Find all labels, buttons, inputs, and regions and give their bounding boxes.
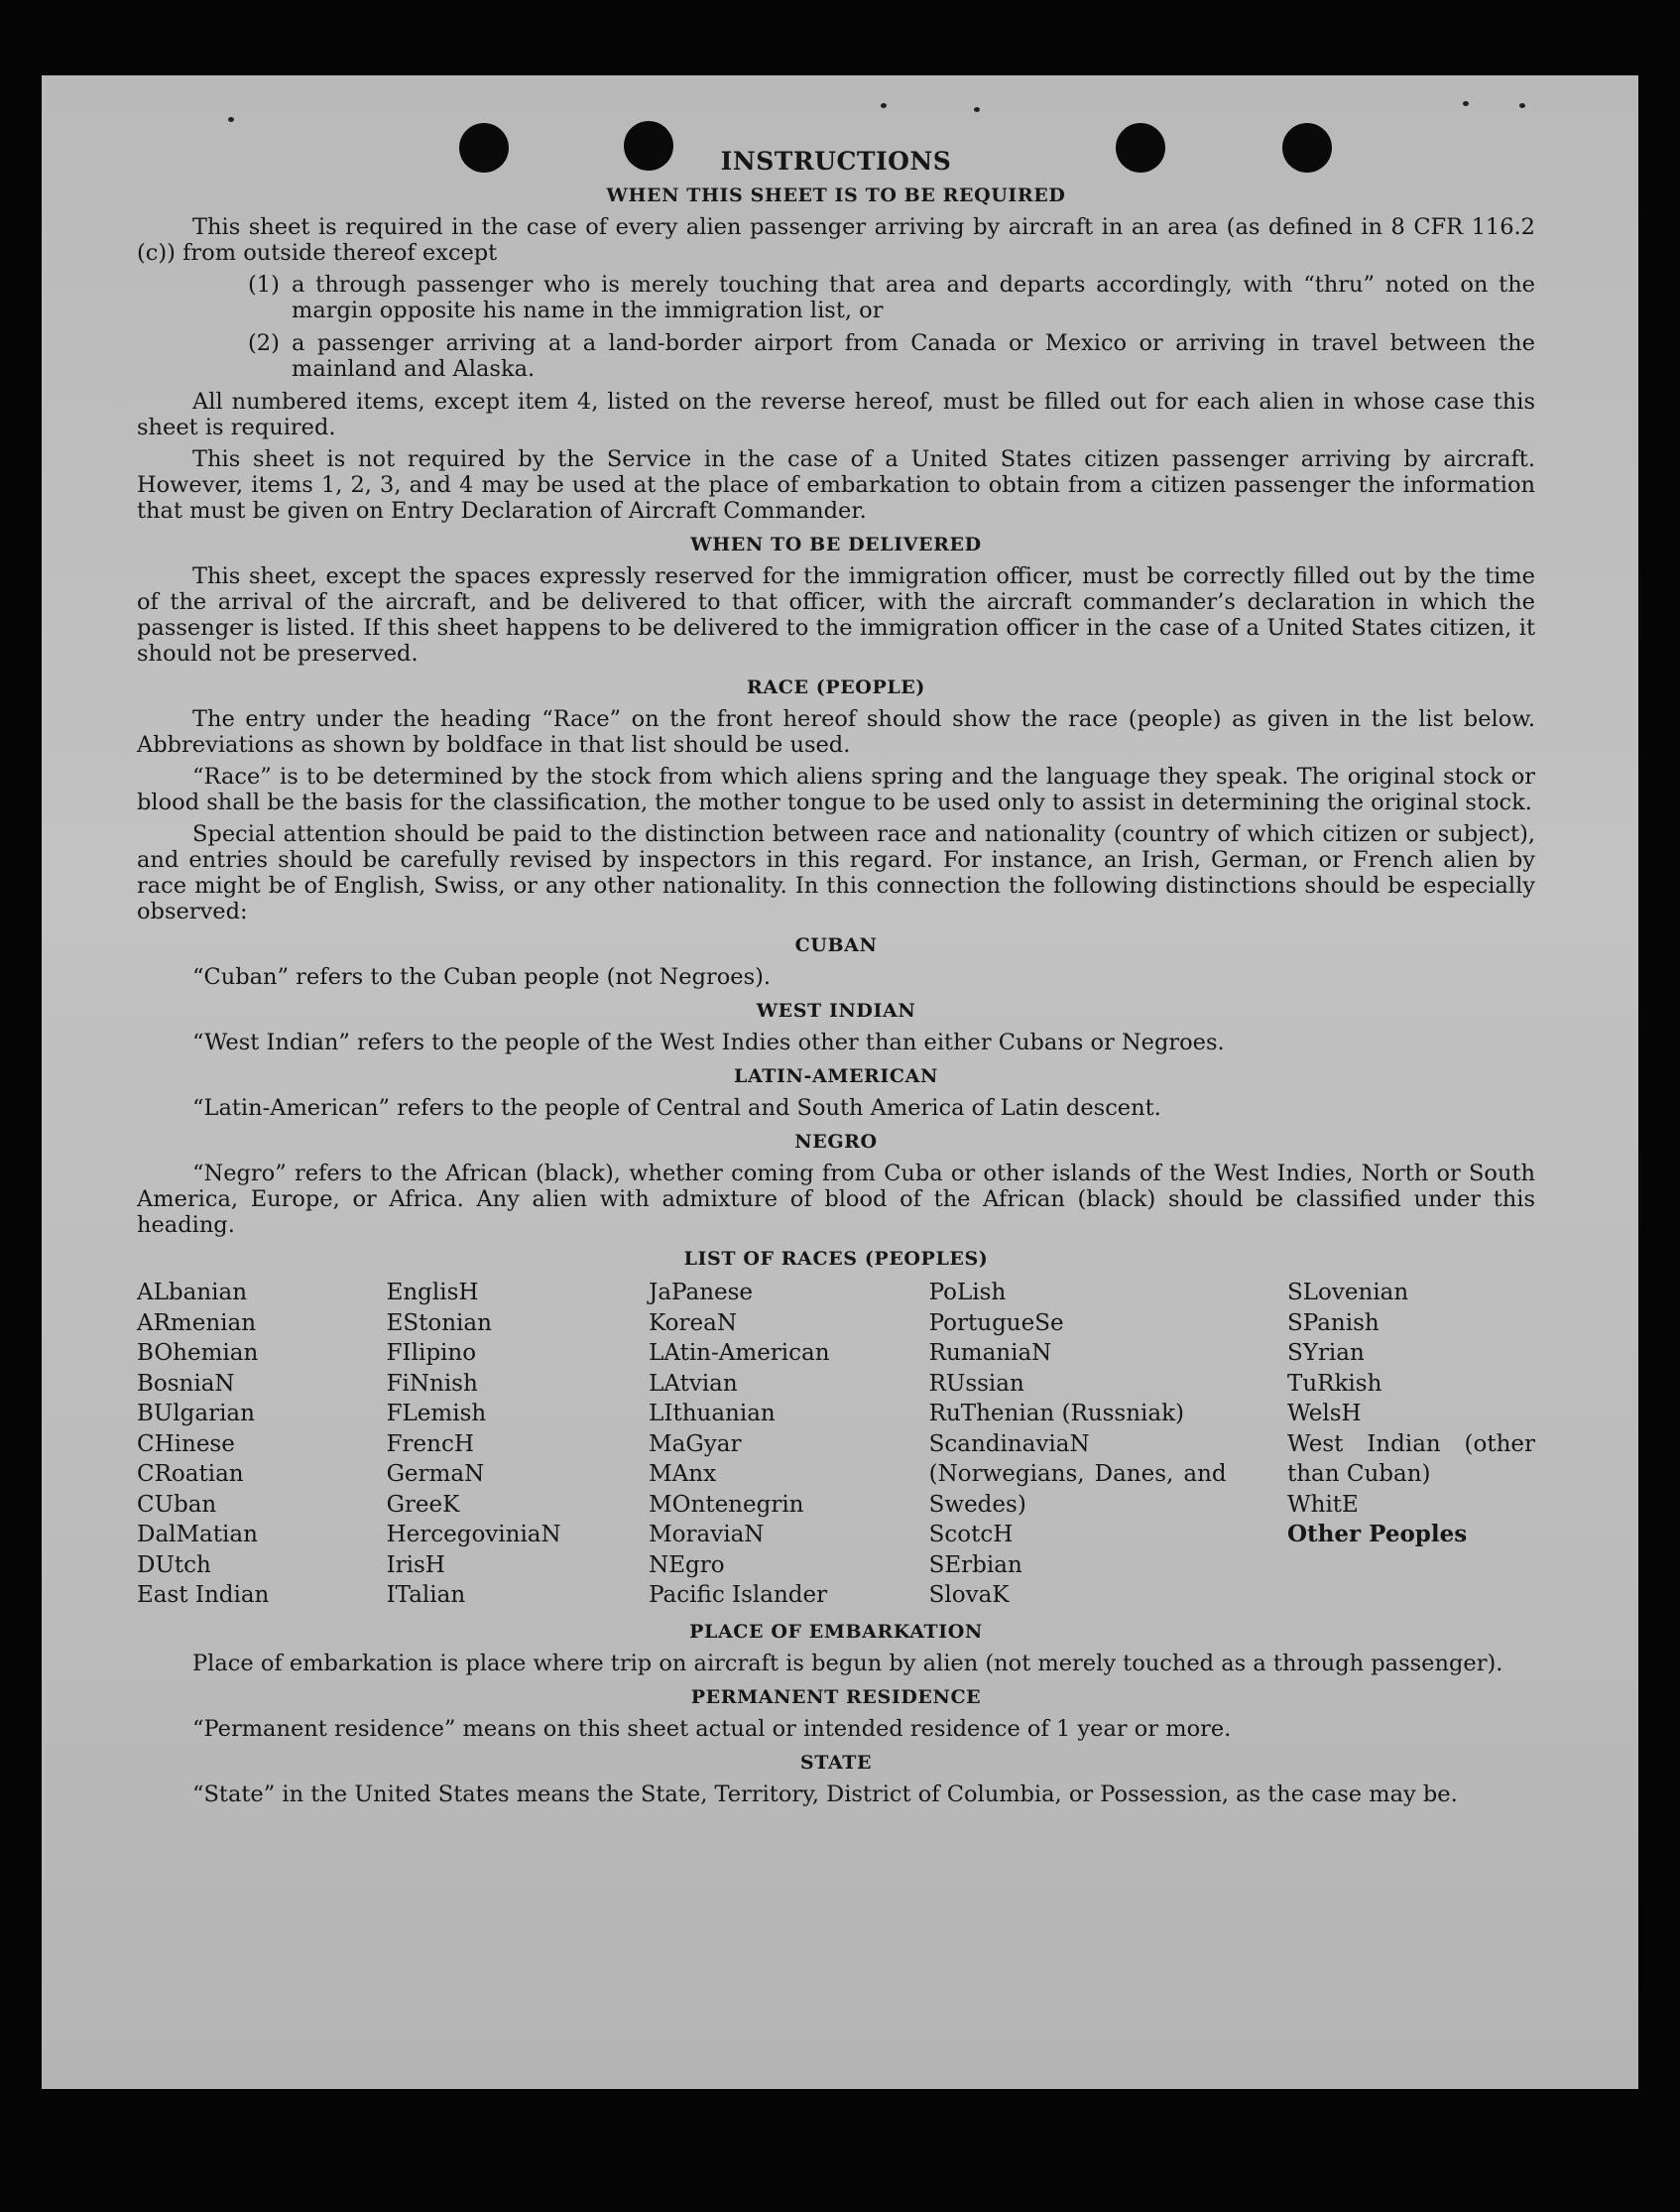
section-heading: WHEN TO BE DELIVERED: [690, 534, 982, 555]
section-heading: WHEN THIS SHEET IS TO BE REQUIRED: [606, 184, 1066, 206]
speck: [1463, 101, 1469, 106]
speck: [1519, 103, 1525, 108]
race-entry: LIthuanian: [649, 1401, 776, 1426]
race-entry: RumaniaN: [928, 1340, 1052, 1366]
race-entry: TuRkish: [1287, 1370, 1382, 1397]
section-heading: NEGRO: [794, 1131, 878, 1153]
race-entry: Pacific Islander: [649, 1582, 828, 1608]
race-entry: KoreaN: [649, 1309, 737, 1336]
paragraph: “State” in the United States means the State, Territory, District of Columbia, or Possession, as the case may be.: [192, 1781, 1458, 1807]
race-entry: SlovaK: [928, 1582, 1010, 1608]
speck: [881, 103, 887, 108]
speck: [228, 117, 234, 122]
paragraph: Place of embarkation is place where trip on aircraft is begun by alien (not merely touched as a through passenger).: [192, 1650, 1503, 1676]
paragraph: Special attention should be paid to the distinction between race and nationality (country of which citizen or subject), and entries should be carefully revised by inspectors in this regard. For instance, an Irish, German, or French alien by race might be of English, Swiss, or any other nationality. In this connection the following distinctions should be especially observed:: [137, 821, 1535, 924]
document-page: [42, 75, 1638, 2089]
item-number: (1): [248, 272, 280, 298]
paragraph: “Cuban” refers to the Cuban people (not Negroes).: [192, 964, 772, 990]
race-entry: GreeK: [386, 1491, 460, 1518]
paragraph: This sheet is not required by the Service in the case of a United States citizen passenger arriving by aircraft. However, items 1, 2, 3, and 4 may be used at the place of embarkation to obtain from a citizen passenger the information that must be given on Entry Declaration of Aircraft Commander.: [137, 446, 1535, 524]
speck: [974, 107, 980, 112]
race-entry: DalMatian: [137, 1522, 258, 1547]
race-column: [1287, 1278, 1535, 1611]
race-entry: West Indian (other than Cuban): [1287, 1430, 1535, 1487]
race-column: [387, 1278, 650, 1611]
race-entry: ARmenian: [137, 1309, 257, 1336]
race-entry: SYrian: [1287, 1340, 1365, 1366]
race-column: [137, 1278, 387, 1611]
race-entry: EnglisH: [386, 1280, 479, 1305]
race-entry: FrencH: [386, 1430, 474, 1457]
race-entry: ALbanian: [137, 1280, 248, 1305]
race-entry: LAtin-American: [649, 1340, 830, 1366]
paragraph: “Race” is to be determined by the stock from which aliens spring and the language they speak. The original stock or blood shall be the basis for the classification, the mother tongue to be used only to assist in determining the original stock.: [137, 764, 1535, 815]
race-entry: BOhemian: [137, 1340, 259, 1366]
race-entry: NEgro: [649, 1551, 725, 1578]
race-entry: ITalian: [386, 1582, 466, 1608]
race-entry: HercegoviniaN: [386, 1522, 561, 1547]
paragraph: This sheet, except the spaces expressly reserved for the immigration officer, must be correctly filled out by the time of the arrival of the aircraft, and be delivered to that officer, with the aircraft commander’s declaration in which the passenger is listed. If this sheet happens to be delivered to the immigration officer in the case of a United States citizen, it should not be preserved.: [137, 563, 1535, 667]
race-entry: CHinese: [137, 1430, 235, 1457]
section-heading: STATE: [799, 1751, 873, 1774]
section-heading: PERMANENT RESIDENCE: [690, 1685, 982, 1708]
race-entry: BUlgarian: [137, 1401, 255, 1426]
race-column: [929, 1278, 1287, 1611]
race-entry: MAnx: [649, 1461, 717, 1487]
item-text: a passenger arriving at a land-border airport from Canada or Mexico or arriving in travel between the mainland and Alaska.: [292, 330, 1535, 382]
list-item: [137, 272, 1535, 323]
paragraph: This sheet is required in the case of every alien passenger arriving by aircraft in an area (as defined in 8 CFR 116.2 (c)) from outside thereof except: [137, 214, 1535, 266]
paragraph: All numbered items, except item 4, listed on the reverse hereof, must be filled out for each alien in whose case this sheet is required.: [137, 389, 1535, 440]
race-entry: PoLish: [928, 1280, 1007, 1305]
race-entry: SPanish: [1287, 1309, 1380, 1336]
race-entry: DUtch: [137, 1551, 211, 1578]
paragraph: “Negro” refers to the African (black), whether coming from Cuba or other islands of the West Indies, North or South America, Europe, or Africa. Any alien with admixture of blood of the African (black) should be classified under this heading.: [137, 1161, 1535, 1238]
race-entry: CUban: [137, 1491, 217, 1518]
race-list: [137, 1278, 1535, 1611]
race-entry: ScotcH: [928, 1522, 1014, 1547]
race-entry: PortugueSe: [928, 1309, 1064, 1336]
item-number: (2): [248, 330, 280, 356]
race-entry: BosniaN: [137, 1370, 235, 1397]
race-entry: FLemish: [386, 1401, 487, 1426]
race-entry: LAtvian: [649, 1370, 738, 1397]
section-heading: LIST OF RACES (PEOPLES): [683, 1248, 989, 1270]
section-heading: PLACE OF EMBARKATION: [689, 1620, 983, 1643]
race-entry: SLovenian: [1287, 1280, 1409, 1305]
race-entry: East Indian: [137, 1582, 270, 1608]
page-title: INSTRUCTIONS: [720, 147, 952, 176]
race-entry: WelsH: [1287, 1401, 1362, 1426]
section-heading: RACE (PEOPLE): [747, 676, 925, 698]
race-entry: RUssian: [928, 1370, 1024, 1397]
race-column: [649, 1278, 929, 1611]
section-heading: CUBAN: [794, 934, 878, 956]
race-entry: JaPanese: [649, 1280, 754, 1305]
paragraph: “West Indian” refers to the people of the West Indies other than either Cubans or Negroes.: [192, 1030, 1225, 1055]
race-entry: ScandinaviaN (Norwegians, Danes, and Swedes): [928, 1430, 1227, 1518]
race-entry: CRoatian: [137, 1461, 244, 1487]
race-entry: SErbian: [928, 1551, 1022, 1578]
race-entry: MaGyar: [649, 1430, 742, 1457]
race-entry: FiNnish: [386, 1370, 478, 1397]
item-text: a through passenger who is merely touching that area and departs accordingly, with “thru” noted on the margin opposite his name in the immigration list, or: [292, 272, 1535, 323]
section-heading: LATIN-AMERICAN: [734, 1065, 938, 1087]
race-entry: MoraviaN: [649, 1522, 765, 1547]
race-entry: Other Peoples: [1287, 1521, 1468, 1547]
race-entry: IrisH: [386, 1551, 445, 1578]
race-entry: MOntenegrin: [649, 1491, 804, 1518]
paragraph: “Permanent residence” means on this sheet actual or intended residence of 1 year or more.: [192, 1715, 1232, 1742]
paragraph: The entry under the heading “Race” on the front hereof should show the race (people) as given in the list below. Abbreviations as shown by boldface in that list should be used.: [137, 706, 1535, 758]
race-entry: WhitE: [1287, 1491, 1359, 1518]
list-item: [137, 330, 1535, 382]
race-entry: RuThenian (Russniak): [928, 1401, 1185, 1426]
instructions-content: [137, 149, 1535, 1813]
race-entry: EStonian: [386, 1309, 492, 1336]
race-entry: FIlipino: [386, 1340, 477, 1366]
section-heading: WEST INDIAN: [756, 1000, 916, 1022]
race-entry: GermaN: [386, 1461, 485, 1487]
paragraph: “Latin-American” refers to the people of Central and South America of Latin descent.: [192, 1095, 1161, 1121]
